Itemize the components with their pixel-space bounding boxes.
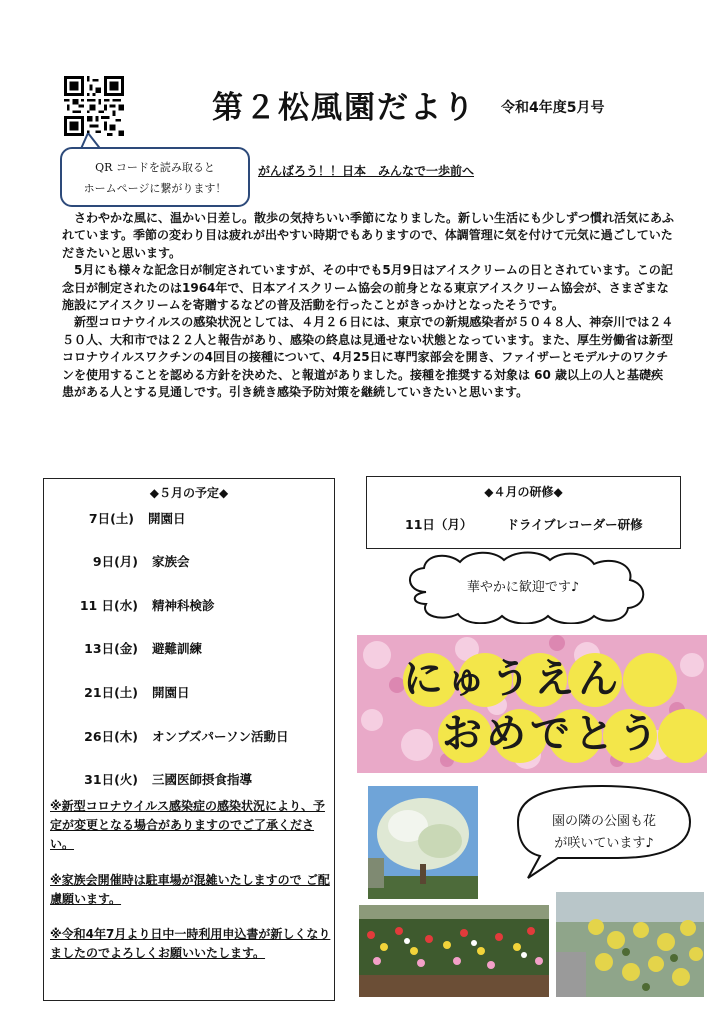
schedule-day: 7日(土)	[88, 511, 134, 526]
schedule-title: ◆５月の予定◆	[149, 486, 229, 500]
body-paragraph: さわやかな風に、温かい日差し。散歩の気持ちいい季節になりました。新しい生活にも少しずつ慣れ活気にあふれています。季節の変わり目は疲れが出やすい時期でもありますので、体調管理に気を付けて元気に過ごしていただきたいと思います。	[62, 211, 675, 260]
tulip-flowerbed-photo	[359, 905, 549, 997]
schedule-event: 避難訓練	[152, 641, 203, 656]
park-bubble-line1: 園の隣の公園も花	[551, 814, 656, 829]
yellow-flowers-photo	[556, 892, 704, 997]
schedule-day: 11 日(水)	[79, 598, 138, 613]
schedule-item	[68, 683, 190, 701]
schedule-day: 13日(金)	[84, 641, 138, 656]
note-text: ※新型コロナウイルス感染症の感染状況により、予定が変更となる場合がありますのでご了承ください。	[50, 799, 325, 851]
qr-callout	[60, 147, 250, 207]
schedule-note	[50, 925, 332, 963]
schedule-event: 三國医師摂食指導	[152, 772, 253, 787]
schedule-event: オンブズパーソン活動日	[152, 729, 289, 744]
park-bubble-line2: が咲いています♪	[554, 836, 654, 851]
slogan: がんばろう！！日本 みんなで一歩前へ	[258, 164, 475, 178]
note-text: ※家族会開催時は駐車場が混雑いたしますので ご配慮願います。	[50, 873, 330, 906]
schedule-item	[64, 509, 186, 527]
tree-photo	[368, 786, 478, 899]
schedule-item	[68, 770, 252, 788]
schedule-item	[68, 639, 202, 657]
schedule-note	[50, 871, 332, 909]
schedule-note	[50, 797, 332, 854]
body-paragraph: 新型コロナウイルスの感染状況としては、４月２６日には、東京での新規感染者が５０４８人、神奈川では２４５０人、大和市では２２人と報告があり、感染の終息は見通せない状態となっています。また、厚生労働省は新型コロナウイルスワクチンの4回目の接種について、4月25日に専門家部会を開き、ファイザーとモデルナのワクチンを使用することを認める方針を決めた、と報道がありました。接種を推奨する対象は 60 歳以上の人と基礎疾患がある人とする見通しです。引き続き感染予防対策を継続していきたいと思います。	[62, 315, 674, 400]
body-paragraph: 5月にも様々な記念日が制定されていますが、その中でも5月9日はアイスクリームの日とされています。この記念日が制定されたのは1964年で、日本アイスクリーム協会の前身となる東京アイスクリーム協会が、さまざまな施設にアイスクリームを寄贈するなどの普及活動を行ったことがきっかけとなったそうです。	[62, 263, 673, 313]
schedule-item	[68, 552, 190, 570]
banner-text-line2: おめでとう	[442, 711, 662, 757]
issue-label: 令和4年度5月号	[501, 100, 605, 116]
body-text	[62, 210, 674, 401]
welcome-cloud-text: 華やかに歓迎です♪	[466, 580, 580, 595]
training-event: ドライブレコーダー研修	[506, 517, 643, 532]
training-item	[405, 515, 643, 533]
qr-callout-line2: ホームページに繋がります！	[83, 182, 227, 195]
schedule-event: 開園日	[152, 685, 190, 700]
schedule-event: 開園日	[148, 511, 186, 526]
schedule-day: 21日(土)	[84, 685, 138, 700]
schedule-day: 31日(火)	[84, 772, 138, 787]
note-text: ※令和4年7月より日中一時利用申込書が新しくなりましたのでよろしくお願いいたします。	[50, 927, 331, 960]
banner-text-line1: にゅうえん	[403, 656, 623, 702]
park-flowers-speech-bubble	[498, 782, 706, 880]
april-training-box	[366, 476, 681, 549]
schedule-item	[68, 727, 289, 745]
schedule-day: 9日(月)	[92, 554, 138, 569]
schedule-event: 家族会	[152, 554, 190, 569]
schedule-day: 26日(木)	[84, 729, 138, 744]
qr-code[interactable]	[64, 76, 124, 136]
schedule-event: 精神科検診	[152, 598, 215, 613]
training-title: ◆４月の研修◆	[484, 485, 563, 499]
schedule-item	[68, 596, 215, 614]
qr-callout-line1: QR コードを読み取ると	[95, 161, 215, 174]
newsletter-title: 第２松風園だより	[212, 90, 476, 126]
training-day: 11日（月）	[405, 517, 473, 532]
may-schedule-box	[43, 478, 335, 1001]
